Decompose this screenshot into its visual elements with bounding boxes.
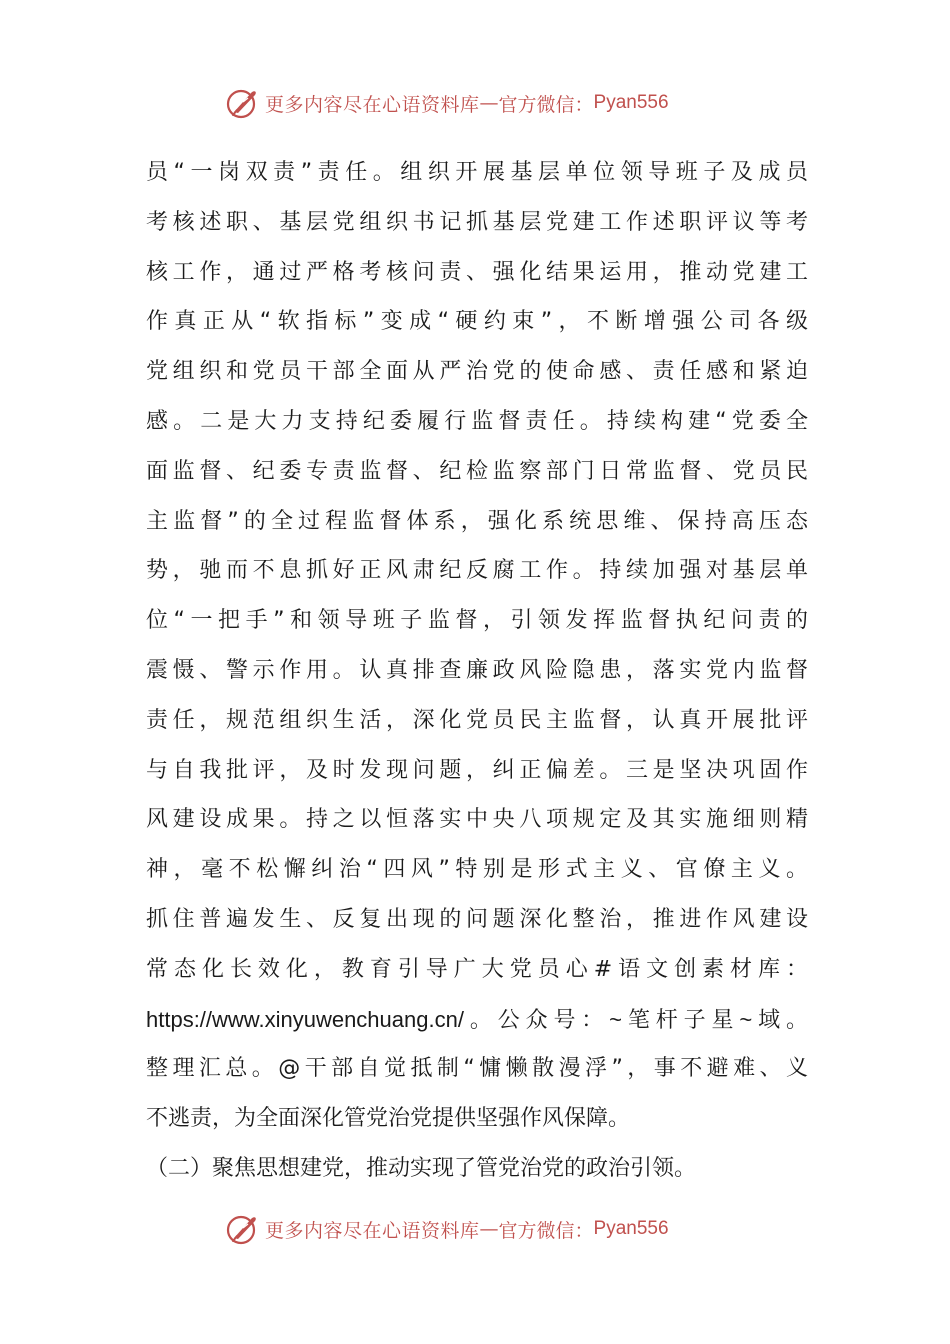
section-heading: （二）聚焦思想建党，推动实现了管党治党的政治引领。	[146, 1155, 697, 1181]
text-line: 震慑、警示作用。认真排查廉政风险隐患，落实党内监督	[146, 657, 808, 683]
paragraph-end-line: 不逃责，为全面深化管党治党提供坚强作风保障。	[146, 1106, 631, 1132]
url-line: https://www.xinyuwenchuang.cn/。公众号：~笔杆子星~域。	[146, 1006, 808, 1032]
text-line: 风建设成果。持之以恒落实中央八项规定及其实施细则精	[146, 807, 808, 833]
banner-dash: —	[479, 92, 499, 114]
text-line: 整理汇总。@干部自觉抵制“慵懒散漫浮”，事不避难、义	[146, 1056, 808, 1082]
quill-pen-logo-icon	[225, 1211, 261, 1247]
text-line: 核工作，通过严格考核问责、强化结果运用，推动党建工	[146, 259, 808, 285]
banner-text: 更多内容尽在心语资料库	[265, 1219, 480, 1242]
text-line: 与自我批评，及时发现问题，纠正偏差。三是坚决巩固作	[146, 757, 808, 783]
text-line: 势，驰而不息抓好正风肃纪反腐工作。持续加强对基层单	[146, 558, 808, 584]
text-line: 面监督、纪委专责监督、纪检监察部门日常监督、党员民	[146, 458, 808, 484]
text-line: 作真正从“软指标”变成“硬约束”，不断增强公司各级	[146, 309, 808, 335]
banner-wechat-id: Pyan556	[593, 1218, 669, 1239]
banner-official-label: 官方微信：	[498, 93, 594, 116]
text-line: 神，毫不松懈纠治“四风”特别是形式主义、官僚主义。	[146, 857, 808, 883]
text-line: 员“一岗双责”责任。组织开展基层单位领导班子及成员	[146, 160, 808, 185]
banner-official-label: 官方微信：	[498, 1219, 594, 1242]
banner-dash: —	[479, 1218, 499, 1240]
text-line: 位“一把手”和领导班子监督，引领发挥监督执纪问责的	[146, 608, 808, 634]
text-line: 党组织和党员干部全面从严治党的使命感、责任感和紧迫	[146, 359, 808, 385]
text-line: 责任，规范组织生活，深化党员民主监督，认真开展批评	[146, 707, 808, 733]
text-line: 感。二是大力支持纪委履行监督责任。持续构建“党委全	[146, 408, 808, 434]
quill-pen-logo-icon	[225, 85, 261, 121]
text-line: 常态化长效化，教育引导广大党员心#语文创素材库：	[146, 956, 808, 982]
header-banner	[225, 83, 669, 123]
banner-text: 更多内容尽在心语资料库	[265, 93, 480, 116]
text-line: 抓住普遍发生、反复出现的问题深化整治，推进作风建设	[146, 906, 808, 932]
text-line: 考核述职、基层党组织书记抓基层党建工作述职评议等考	[146, 209, 808, 235]
body-text	[146, 148, 808, 1194]
banner-wechat-id: Pyan556	[593, 92, 669, 113]
footer-banner	[225, 1209, 669, 1249]
text-line: 主监督”的全过程监督体系，强化系统思维、保持高压态	[146, 508, 808, 534]
